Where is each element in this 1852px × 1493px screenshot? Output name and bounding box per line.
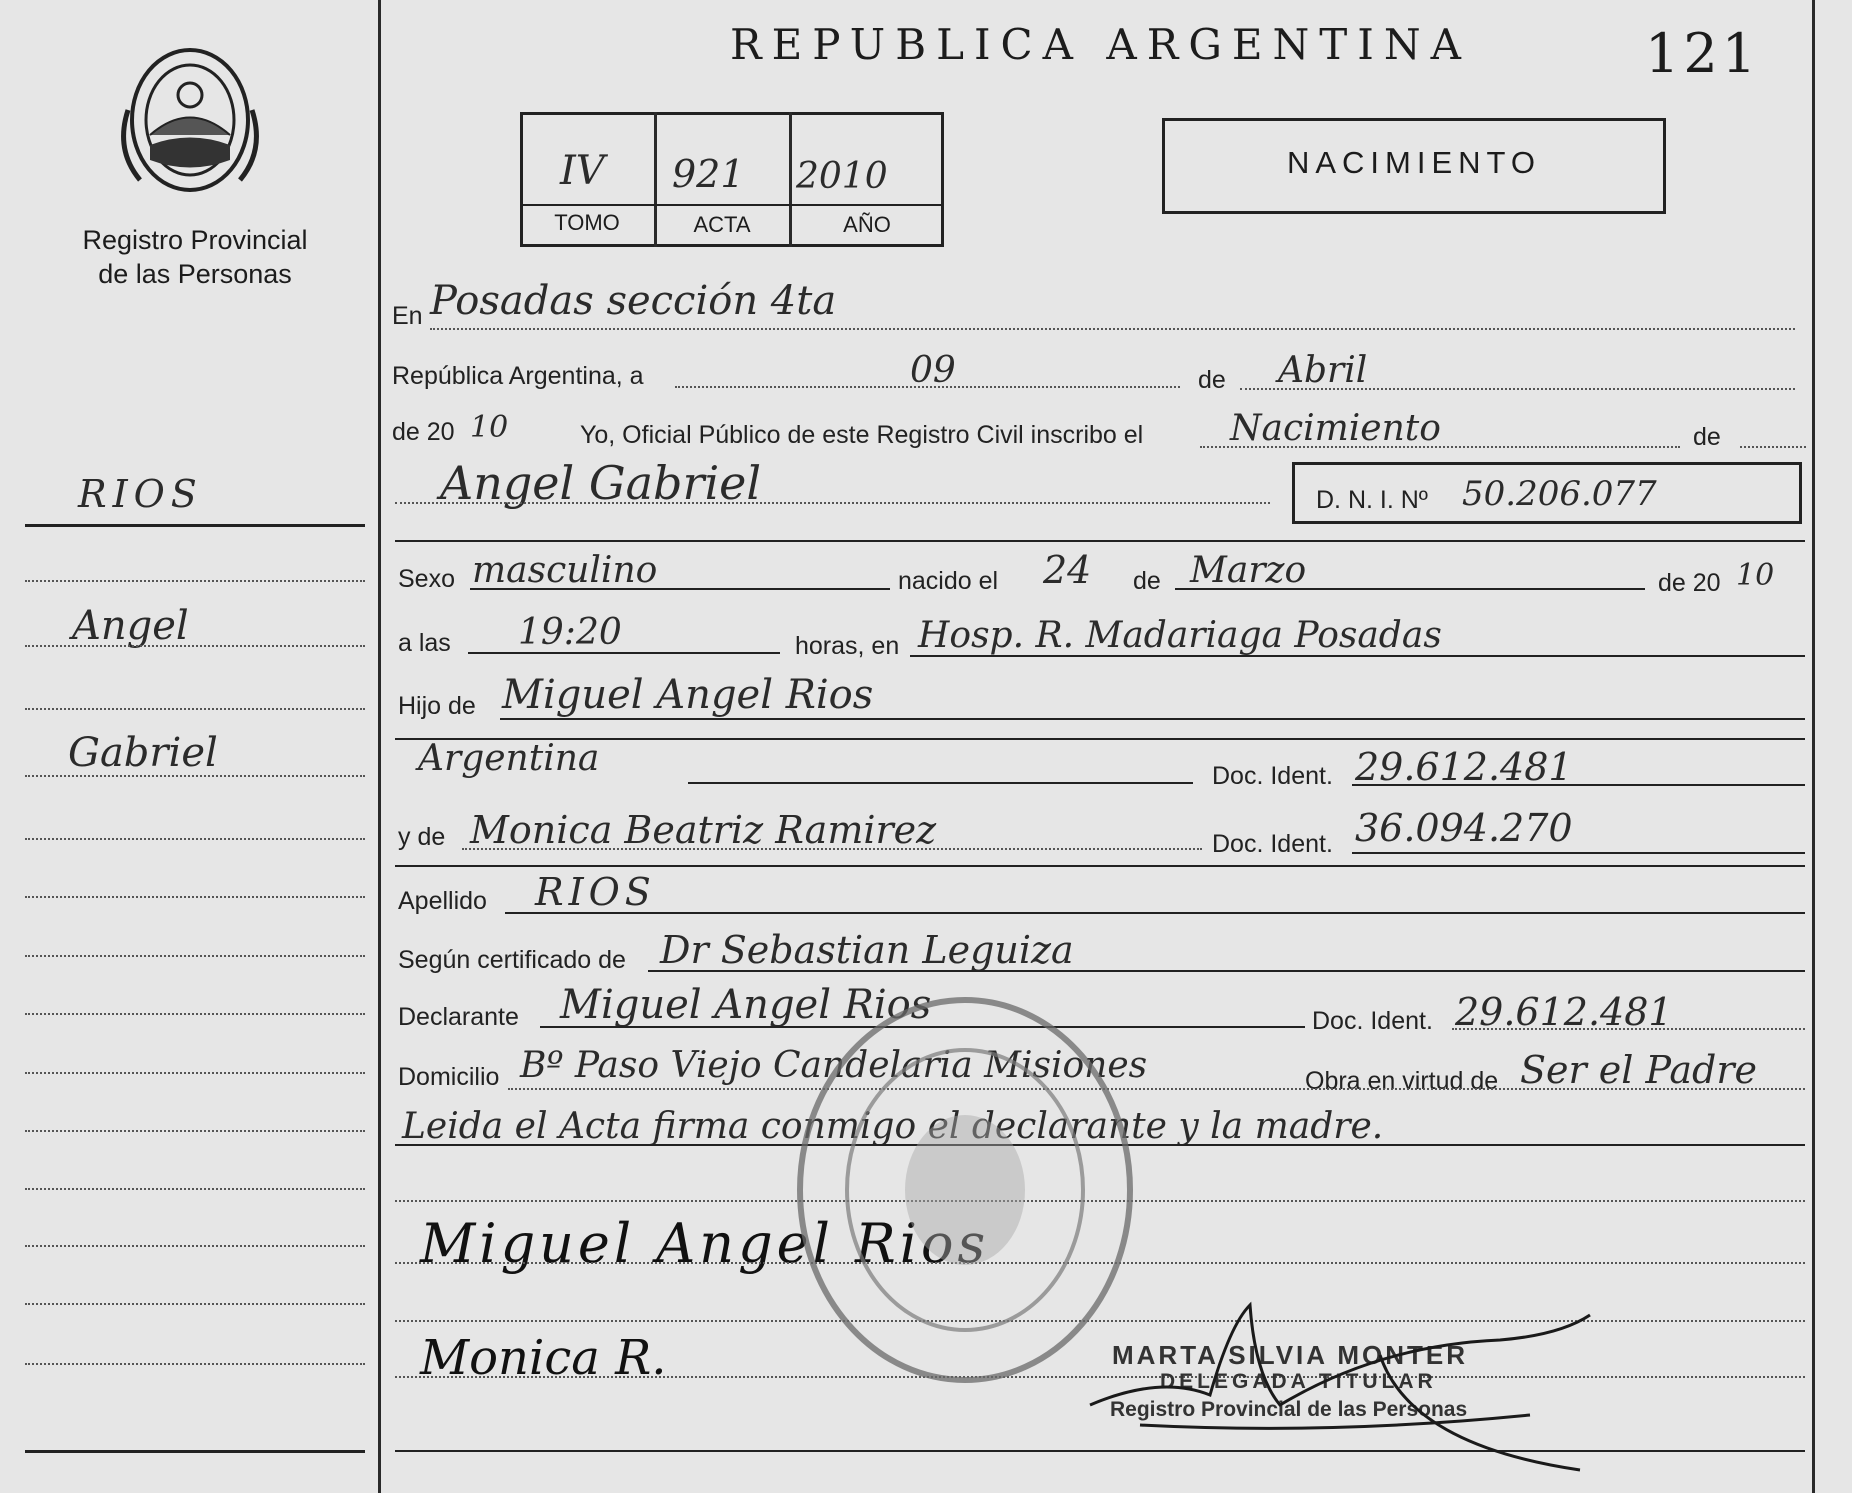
declarante-label: Declarante [398, 1003, 519, 1031]
fecha-label: República Argentina, a [392, 362, 644, 390]
declarante-doc-label: Doc. Ident. [1312, 1007, 1433, 1035]
nombre-value: Angel Gabriel [440, 456, 762, 510]
ano-value: 2010 [796, 156, 888, 197]
tomo-value: IV [560, 148, 605, 194]
margin-dotline [25, 580, 365, 582]
padre-doc-value: 29.612.481 [1355, 745, 1573, 789]
right-page-border [1812, 0, 1815, 1493]
hijo-label: Hijo de [398, 692, 476, 720]
madre-value: Monica Beatriz Ramirez [470, 808, 937, 852]
row-rule [500, 718, 1805, 720]
row-rule [470, 588, 890, 590]
declarante-doc-value: 29.612.481 [1455, 990, 1673, 1034]
padre-doc-label: Doc. Ident. [1212, 762, 1333, 790]
declarante-signature: Miguel Angel Rios [420, 1212, 990, 1275]
margin-dotline [25, 1013, 365, 1015]
nacido-anio-label: de 20 [1658, 569, 1721, 597]
anio-value: 10 [470, 410, 509, 445]
row-dotline [462, 848, 1202, 850]
margin-dotline [25, 1130, 365, 1132]
fecha-dia: 09 [910, 350, 956, 391]
record-type: NACIMIENTO [1286, 145, 1542, 180]
nacido-mes: Marzo [1190, 550, 1307, 591]
lugar-value: Posadas sección 4ta [430, 278, 837, 324]
fecha-de-label: de [1198, 366, 1226, 394]
acta-label: ACTA [693, 212, 751, 237]
margin-dotline [25, 1188, 365, 1190]
record-box-separator [520, 204, 944, 206]
margin-dotline [25, 838, 365, 840]
margin-dotline [25, 1363, 365, 1365]
row-dotline [675, 386, 1180, 388]
inscribo-text: Yo, Oficial Público de este Registro Civil inscribo el [580, 421, 1144, 449]
row-dotline [1200, 446, 1680, 448]
row-rule [1175, 588, 1645, 590]
lugar-nac-label: horas, en [795, 632, 900, 660]
margin-nombre1: Angel [72, 603, 189, 649]
acta-value: 921 [672, 152, 745, 196]
official-signature [1080, 1285, 1600, 1475]
row-dotline [395, 502, 1270, 504]
row-rule [395, 738, 1805, 740]
margin-apellido: RIOS [78, 472, 203, 516]
dni-value: 50.206.077 [1462, 474, 1657, 514]
row-rule [648, 970, 1805, 972]
domicilio-label: Domicilio [398, 1063, 500, 1091]
apellido-value: RIOS [535, 870, 656, 914]
margin-rule [25, 524, 365, 527]
declarante-value: Miguel Angel Rios [560, 982, 932, 1028]
page-number: 121 [1645, 22, 1761, 85]
madre-signature: Monica R. [420, 1330, 667, 1386]
cert-label: Según certificado de [398, 946, 626, 974]
row-dotline [1240, 388, 1795, 390]
left-column-border [378, 0, 381, 1493]
margin-dotline [25, 1072, 365, 1074]
margin-nombre2: Gabriel [68, 730, 218, 776]
official-title-stamp: DELEGADA TITULAR [1160, 1370, 1437, 1393]
nacido-anio-value: 10 [1736, 558, 1775, 593]
nacido-de-label: de [1133, 567, 1161, 595]
obra-value: Ser el Padre [1520, 1048, 1757, 1092]
hora-label: a las [398, 629, 451, 657]
row-dotline [1452, 1028, 1805, 1030]
madre-label: y de [398, 823, 446, 851]
row-dotline [1740, 446, 1806, 448]
dni-label: D. N. I. Nº [1316, 486, 1428, 514]
padre-value: Miguel Angel Rios [502, 672, 874, 718]
sexo-value: masculino [472, 550, 658, 591]
padre-nacionalidad: Argentina [418, 738, 600, 779]
nacido-label: nacido el [898, 567, 999, 595]
margin-dotline [25, 896, 365, 898]
margin-dotline [25, 955, 365, 957]
margin-dotline [25, 1245, 365, 1247]
lugar-nac-value: Hosp. R. Madariaga Posadas [918, 615, 1442, 656]
official-office-stamp: Registro Provincial de las Personas [1110, 1398, 1468, 1421]
provincial-seal [110, 40, 270, 200]
inscribo-de-label: de [1693, 423, 1721, 451]
anio-label: de 20 [392, 418, 455, 446]
row-rule [395, 865, 1805, 867]
margin-dotline [25, 708, 365, 710]
inscribo-value: Nacimiento [1230, 408, 1441, 449]
leida-value: Leida el Acta firma conmigo el declarante y la madre. [402, 1106, 1384, 1147]
row-rule [1352, 852, 1805, 854]
nacido-dia: 24 [1043, 548, 1092, 592]
row-rule [688, 782, 1193, 784]
row-dotline [508, 1088, 1805, 1090]
lugar-label: En [392, 302, 423, 330]
row-rule [468, 652, 780, 654]
ano-label: AÑO [843, 212, 891, 237]
row-rule [910, 655, 1805, 657]
row-dotline [430, 328, 1795, 330]
sexo-label: Sexo [398, 565, 455, 593]
hora-value: 19:20 [518, 612, 622, 653]
margin-dotline [25, 645, 365, 647]
fecha-mes: Abril [1278, 350, 1368, 391]
row-rule [505, 912, 1805, 914]
registry-name-line2: de las Personas [98, 259, 292, 289]
madre-doc-label: Doc. Ident. [1212, 830, 1333, 858]
tomo-label: TOMO [554, 210, 620, 235]
madre-doc-value: 36.094.270 [1355, 806, 1573, 850]
obra-label: Obra en virtud de [1305, 1067, 1499, 1095]
margin-dotline [25, 775, 365, 777]
row-rule [395, 540, 1805, 542]
margin-dotline [25, 1303, 365, 1305]
page-title: REPUBLICA ARGENTINA [730, 20, 1471, 69]
registry-name-line1: Registro Provincial [82, 225, 308, 255]
margin-bottom-rule [25, 1450, 365, 1453]
cert-value: Dr Sebastian Leguiza [660, 928, 1074, 972]
apellido-label: Apellido [398, 887, 487, 915]
row-rule [1352, 784, 1805, 786]
official-name-stamp: MARTA SILVIA MONTER [1112, 1340, 1468, 1370]
domicilio-value: Bº Paso Viejo Candelaria Misiones [520, 1045, 1148, 1086]
